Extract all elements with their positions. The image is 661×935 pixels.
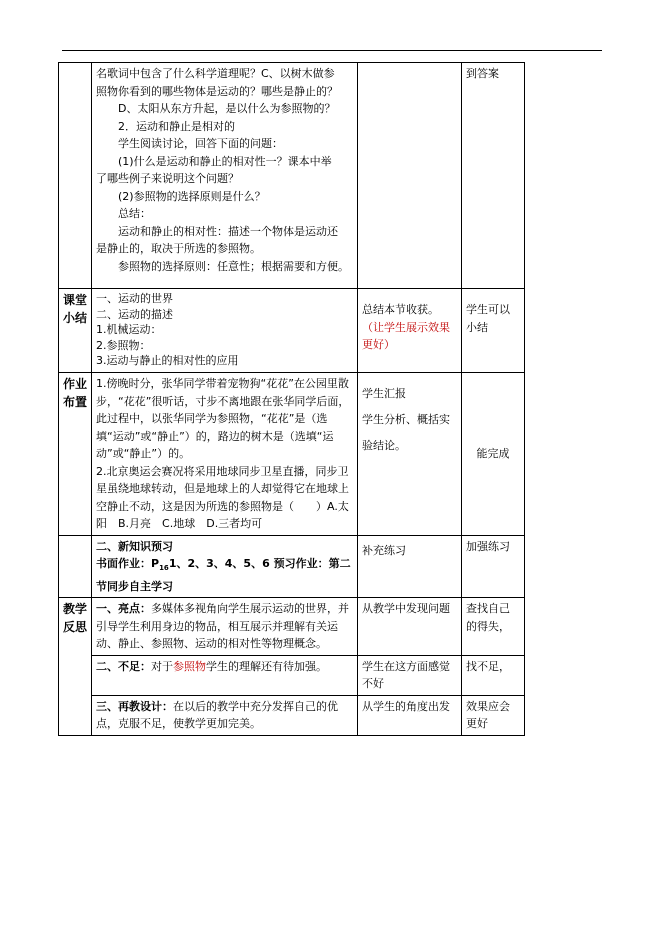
written-homework	[96, 555, 353, 595]
content-cell	[92, 655, 358, 695]
outcome-cell	[462, 63, 525, 289]
activity-cell	[358, 695, 462, 735]
activity-text: 从学生的角度出发	[362, 699, 450, 713]
outcome-cell	[462, 655, 525, 695]
reflection-shortcoming	[96, 658, 353, 676]
text-line: 一、运动的世界	[96, 292, 173, 305]
header-rule	[62, 50, 602, 51]
table-row	[59, 655, 525, 695]
row-label-homework: 作业布置	[59, 373, 92, 536]
outcome-cell	[462, 598, 525, 656]
activity-text: 总结本节收获。	[362, 303, 439, 316]
row-label-reflection: 教学反思	[59, 598, 92, 736]
activity-text: 学生在这方面感觉不好	[362, 659, 450, 691]
table-row	[59, 598, 525, 656]
row-label-summary: 课堂小结	[59, 289, 92, 373]
outcome-cell	[462, 289, 525, 373]
lesson-plan-table	[58, 62, 525, 736]
written-homework-rest: 1、2、3、4、5、6 预习作业：第二节同步自主学习	[96, 557, 351, 593]
written-homework-prefix: 书面作业：P	[96, 557, 160, 570]
activity-cell	[358, 373, 462, 536]
text-line: 运动和静止的相对性：描述一个物体是运动还	[118, 224, 338, 238]
content-cell	[92, 373, 358, 536]
outcome-text: 找不足，	[466, 659, 510, 673]
outcome-cell	[462, 695, 525, 735]
activity-text: 补充练习	[362, 543, 406, 557]
highlight-text: 多媒体多视角向学生展示运动的世界，并引导学生利用身边的物品，相互展示并理解有关运动、静止、参照物、运动的相对性等物理概念。	[96, 602, 349, 651]
text-line: 2．运动和静止是相对的	[118, 119, 235, 133]
text-line: (1)什么是运动和静止的相对性一？课本中举	[118, 154, 332, 168]
text-line: 总结：	[118, 207, 151, 220]
shortcoming-pre: 对于	[151, 659, 173, 673]
content-cell	[92, 695, 358, 735]
text-line: 学生阅读讨论，回答下面的问题：	[118, 137, 283, 150]
content-cell	[92, 289, 358, 373]
text-line: 照物你看到的哪些物体是运动的？哪些是静止的？	[96, 84, 338, 98]
text-line: 是静止的，取决于所选的参照物。	[96, 242, 261, 255]
table-row	[59, 535, 525, 598]
activity-cell	[358, 63, 462, 289]
highlight-heading: 一、亮点：	[96, 602, 151, 616]
content-cell	[92, 63, 358, 289]
outcome-cell	[462, 535, 525, 598]
shortcoming-post: 学生的理解还有待加强。	[206, 659, 327, 673]
page-subscript: 16	[159, 564, 169, 573]
outcome-text: 效果应会更好	[466, 699, 510, 731]
activity-text: 学生汇报	[362, 387, 406, 400]
table-row	[59, 695, 525, 735]
activity-cell	[358, 535, 462, 598]
text-line: 了哪些例子来说明这个问题？	[96, 172, 239, 185]
activity-cell	[358, 598, 462, 656]
text-line: 1.机械运动：	[96, 323, 162, 336]
empty-label-cell	[59, 63, 92, 289]
preview-heading: 二、新知识预习	[96, 539, 173, 553]
redesign-heading: 三、再教设计：	[96, 699, 173, 713]
text-line: (2)参照物的选择原则是什么？	[118, 189, 266, 203]
activity-text: 学生分析、概括实验结论。	[362, 413, 450, 452]
reflection-redesign	[96, 698, 353, 733]
text-line: 3.运动与静止的相对性的应用	[96, 354, 239, 367]
outcome-text: 加强练习	[466, 539, 510, 553]
content-cell	[92, 535, 358, 598]
activity-note-red: （让学生展示效果更好）	[362, 320, 450, 351]
table-row	[59, 373, 525, 536]
outcome-text: 学生可以小结	[466, 303, 510, 334]
activity-cell	[358, 655, 462, 695]
homework-question-1: 1.傍晚时分，张华同学带着宠物狗“花花”在公园里散步，“花花”很听话，寸步不离地跟在张华同学后面，此过程中，以张华同学为参照物，“花花”是（选填“运动”或“静止”）的，路边的树木是（选填“运动”或“静止”）的。	[96, 377, 350, 460]
outcome-cell	[462, 373, 525, 536]
empty-label-cell	[59, 535, 92, 598]
activity-text: 从教学中发现问题	[362, 602, 450, 616]
content-cell	[92, 598, 358, 656]
outcome-text: 能完成	[476, 447, 510, 460]
activity-cell	[358, 289, 462, 373]
redesign-text: 在以后的教学中充分发挥自己的优点，克服不足，使教学更加完美。	[96, 699, 338, 731]
outcome-text: 查找自己的得失，	[466, 602, 510, 633]
table-row	[59, 63, 525, 289]
text-line: 参照物的选择原则：任意性；根据需要和方便。	[118, 259, 349, 273]
text-line: D、太阳从东方升起，是以什么为参照物的？	[118, 102, 336, 115]
reflection-highlight	[96, 600, 353, 653]
shortcoming-keyword: 参照物	[173, 659, 206, 673]
shortcoming-heading: 二、不足：	[96, 659, 151, 673]
text-line: 名歌词中包含了什么科学道理呢？C、以树木做参	[96, 67, 335, 80]
outcome-text: 到答案	[466, 67, 499, 80]
table-row	[59, 289, 525, 373]
text-line: 2.参照物：	[96, 338, 151, 352]
homework-question-2: 2.北京奥运会赛况将采用地球同步卫星直播，同步卫星虽绕地球转动，但是地球上的人却觉得它在地球上空静止不动，这是因为所选的参照物是（ ）A.太阳 B.月亮 C.地球 D.三者均可	[96, 464, 349, 530]
text-line: 二、运动的描述	[96, 307, 173, 321]
